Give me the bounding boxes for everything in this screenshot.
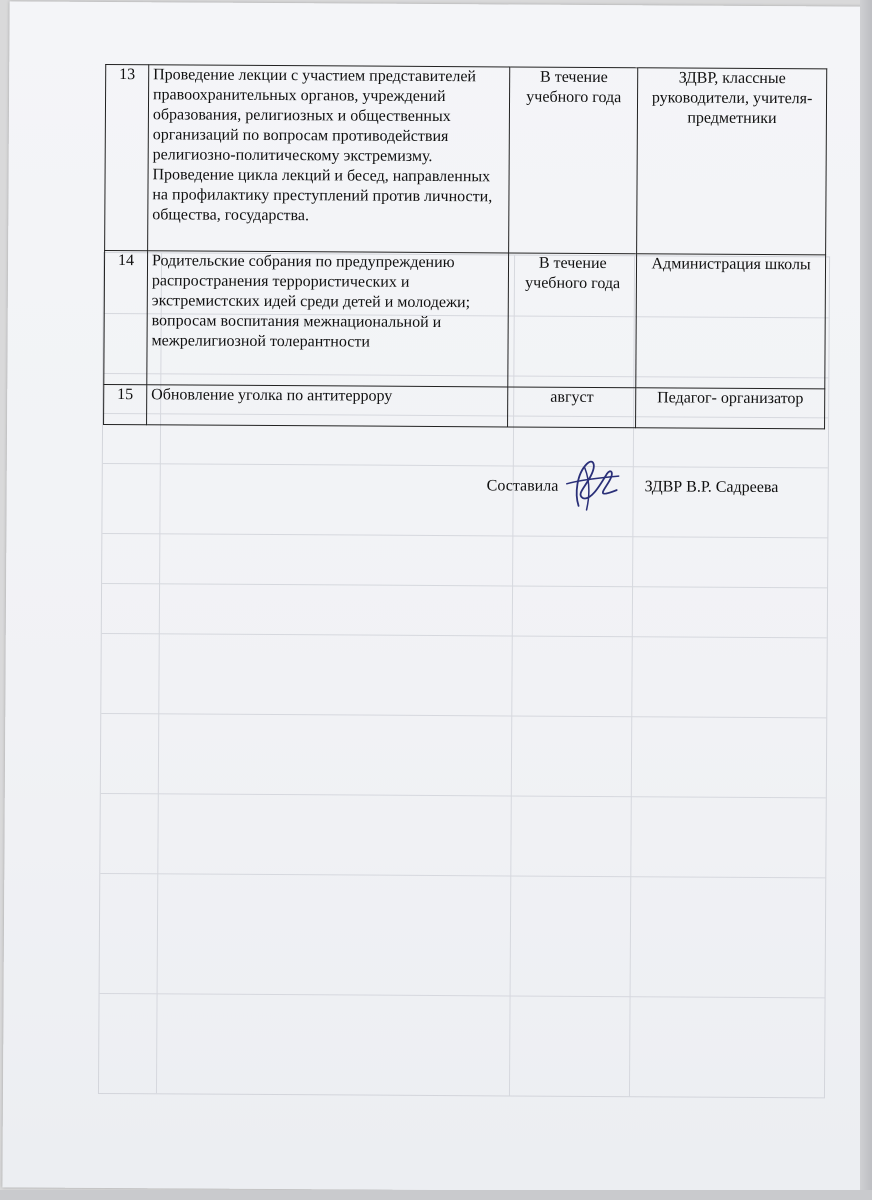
row-description: Проведение лекции с участием представителей правоохранительных органов, учреждений образования, религиозных и общественных организаций по вопросам противодействия религиозно-политическому экстремизму. Проведение цикла лекций и бесед, направленных на профилактику преступлений против личности, общества, государства. [148,65,511,253]
row-number: 15 [104,384,147,424]
row-description: Обновление уголка по антитеррору [146,385,508,427]
signature-label: Составила [486,477,559,495]
table-row [104,384,825,428]
document-page [2,1,867,1192]
row-number: 13 [105,64,149,250]
scan-bottom-edge [0,1190,872,1200]
row-term: В течение учебного года [508,253,637,388]
row-term: В течение учебного года [509,67,638,254]
plan-table [103,64,827,429]
row-number: 14 [104,250,148,384]
row-term: август [508,387,636,428]
signature-name: ЗДВР В.Р. Садреева [644,478,779,497]
row-description: Родительские собрания по предупреждению распространения террористических и экстремистских идей среди детей и молодежи; вопросам воспитания межнациональной и межрелигиозной толерантности [147,251,509,387]
row-responsible: Администрация школы [636,254,826,389]
handwritten-signature [557,454,627,514]
row-responsible: ЗДВР, классные руководители, учителя-предметники [637,68,827,255]
scan-edge [860,0,872,1200]
table-row [104,250,826,388]
row-responsible: Педагог- организатор [636,388,825,429]
table-row [105,64,827,254]
